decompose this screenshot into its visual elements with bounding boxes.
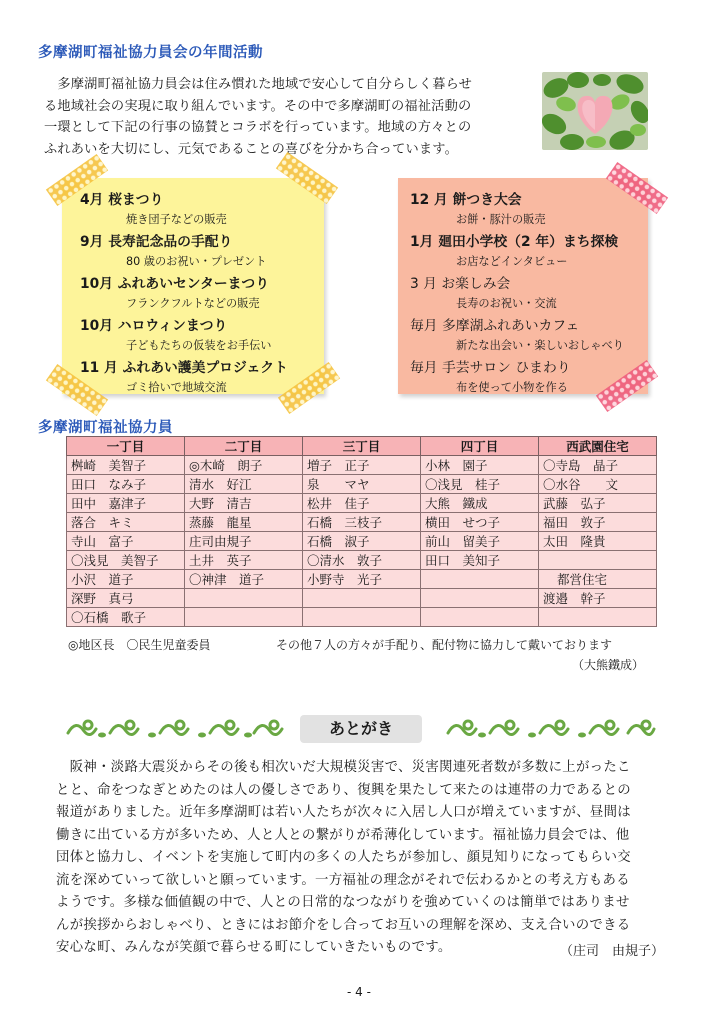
event-title: 毎月 手芸サロン ひまわり — [410, 360, 571, 376]
table-cell: 小沢 道子 — [67, 570, 185, 589]
afterword-line: 団体と協力し、イベントを実施して町内の多くの人たちが参加し、顔見知りになってもらい交 — [56, 850, 632, 865]
members-table — [66, 436, 657, 627]
afterword-line: ようです。多様な価値観の中で、人との日常的なつながりを強めていくのは簡単ではありませ — [56, 895, 630, 910]
afterword-line: 阪神・淡路大震災からその後も相次いだ大規模災害で、災害関連死者数が多数に上がったこ — [56, 760, 631, 775]
afterword-line: んが挨拶からおしゃべり、ときにはお節介をし合ってお互いの理解を深め、支え合いのできる — [56, 917, 631, 933]
intro-line: 一環として下記の行事の協賛とコラボを行っています。地域の方々との — [44, 120, 472, 135]
table-cell: 石橋 三枝子 — [303, 513, 421, 532]
column-header: 西武園住宅 — [539, 437, 657, 456]
table-cell — [539, 551, 657, 570]
table-cell: 大熊 鐵成 — [421, 494, 539, 513]
table-cell: 深野 真弓 — [67, 589, 185, 608]
table-cell — [303, 589, 421, 608]
table-cell: 庄司由規子 — [185, 532, 303, 551]
event-title: 9月 長寿記念品の手配り — [80, 234, 233, 250]
table-cell: 〇神津 道子 — [185, 570, 303, 589]
afterword-title: あとがき — [300, 715, 422, 743]
event-item — [410, 314, 624, 353]
event-title: 毎月 多摩湖ふれあいカフェ — [410, 318, 580, 334]
event-item — [80, 356, 288, 395]
table-row — [67, 570, 657, 589]
legend: ◎地区長 〇民生児童委員 — [68, 638, 211, 652]
event-detail: 長寿のお祝い・交流 — [456, 297, 557, 310]
table-cell — [303, 608, 421, 627]
table-cell: ◎木崎 朗子 — [185, 456, 303, 475]
event-item — [410, 272, 557, 311]
event-item — [410, 356, 571, 395]
event-item — [80, 272, 269, 311]
table-cell: 武藤 弘子 — [539, 494, 657, 513]
afterword-line: とと、命をつなぎとめたのは人の優しさであり、復興を果たして来たのは連帯の力であるとの — [56, 782, 632, 798]
event-detail: 焼き団子などの販売 — [126, 213, 227, 226]
afterword-author: （庄司 由規子） — [560, 944, 665, 959]
event-title: 10月 ハロウィンまつり — [80, 318, 228, 334]
table-row — [67, 532, 657, 551]
table-cell — [421, 608, 539, 627]
column-header: 一丁目 — [67, 437, 185, 456]
column-header: 二丁目 — [185, 437, 303, 456]
table-cell: 田口 美知子 — [421, 551, 539, 570]
table-cell — [185, 589, 303, 608]
table-cell: 〇寺島 晶子 — [539, 456, 657, 475]
table-cell: 〇清水 敦子 — [303, 551, 421, 570]
event-detail: 80 歳のお祝い・プレゼント — [126, 255, 267, 268]
page-title: 多摩湖町福祉協力員会の年間活動 — [38, 45, 263, 61]
table-cell: 小林 園子 — [421, 456, 539, 475]
event-item — [410, 188, 546, 227]
event-title: 10月 ふれあいセンターまつり — [80, 276, 270, 292]
events-card-left — [62, 178, 324, 394]
table-cell: 福田 敦子 — [539, 513, 657, 532]
table-cell: 田口 なみ子 — [67, 475, 185, 494]
table-cell: 清水 好江 — [185, 475, 303, 494]
events-card-right — [398, 178, 648, 394]
table-row — [67, 494, 657, 513]
vine-ornament-icon — [64, 713, 288, 747]
heart-leaves-photo — [542, 72, 648, 150]
note-author: （大熊鐵成） — [572, 658, 645, 672]
table-cell: 石橋 淑子 — [303, 532, 421, 551]
intro-line: 多摩湖町福祉協力員会は住み慣れた地域で安心して自分らしく暮らせ — [44, 77, 473, 92]
afterword-body — [56, 757, 676, 960]
table-cell: 横田 せつ子 — [421, 513, 539, 532]
table-row — [67, 608, 657, 627]
table-cell: 太田 隆貴 — [539, 532, 657, 551]
table-cell — [539, 608, 657, 627]
table-cell: 渡邉 幹子 — [539, 589, 657, 608]
event-detail: 新たな出会い・楽しいおしゃべり — [456, 339, 624, 352]
event-detail: お店などインタビュー — [456, 255, 568, 268]
event-item — [80, 230, 266, 269]
support-note: その他７人の方々が手配り、配付物に協力して戴いております — [276, 638, 613, 652]
table-cell: 寺山 富子 — [67, 532, 185, 551]
afterword-line: 報道がありました。近年多摩湖町は若い人たちが次々に入居し人口が増えていますが、昼間は — [56, 805, 632, 820]
table-cell: 都営住宅 — [539, 570, 657, 589]
event-title: 3 月 お楽しみ会 — [410, 276, 511, 292]
event-title: 1月 廻田小学校（2 年）まち探検 — [410, 234, 619, 250]
intro-paragraph — [44, 74, 534, 160]
table-cell: 松井 佳子 — [303, 494, 421, 513]
table-row — [67, 456, 657, 475]
vine-ornament-icon — [444, 713, 658, 747]
event-item — [80, 314, 271, 353]
event-item — [80, 188, 227, 227]
table-cell: 増子 正子 — [303, 456, 421, 475]
members-title: 多摩湖町福祉協力員 — [38, 420, 173, 436]
afterword-line: 働きに出ている方が多いため、人と人との繋がりが希薄化しています。福祉協力員会では、他 — [56, 827, 630, 843]
table-cell: 〇水谷 文 — [539, 475, 657, 494]
table-cell: 田中 嘉津子 — [67, 494, 185, 513]
table-row — [67, 589, 657, 608]
event-title: 4月 桜まつり — [80, 192, 164, 208]
table-cell: 〇浅見 桂子 — [421, 475, 539, 494]
table-header-row — [67, 437, 657, 456]
intro-line: ふれあいを大切にし、元気であることの喜びを分かち合っています。 — [44, 141, 458, 157]
event-detail: お餅・豚汁の販売 — [456, 213, 546, 226]
afterword-line: 安心な町、みんなが笑顔で暮らせる町にしていきたいものです。 — [56, 940, 452, 955]
event-title: 12 月 餅つき大会 — [410, 192, 522, 208]
table-cell: 〇浅見 美智子 — [67, 551, 185, 570]
table-cell: 落合 キミ — [67, 513, 185, 532]
event-detail: 布を使って小物を作る — [456, 381, 568, 394]
table-cell: 〇石橋 歌子 — [67, 608, 185, 627]
event-detail: ゴミ拾いで地域交流 — [126, 381, 227, 394]
page-number: - 4 - — [347, 985, 371, 999]
intro-line: る地域社会の実現に取り組んでいます。その中で多摩湖町の福祉活動の — [44, 98, 472, 114]
table-cell: 小野寺 光子 — [303, 570, 421, 589]
table-cell: 土井 英子 — [185, 551, 303, 570]
event-detail: 子どもたちの仮装をお手伝い — [126, 339, 272, 352]
table-cell: 蒸藤 龍星 — [185, 513, 303, 532]
table-row — [67, 551, 657, 570]
table-row — [67, 475, 657, 494]
table-cell: 泉 マヤ — [303, 475, 421, 494]
column-header: 三丁目 — [303, 437, 421, 456]
event-title: 11 月 ふれあい護美プロジェクト — [80, 360, 288, 376]
table-cell — [185, 608, 303, 627]
table-cell: 大野 清吉 — [185, 494, 303, 513]
table-cell — [421, 570, 539, 589]
column-header: 四丁目 — [421, 437, 539, 456]
table-row — [67, 513, 657, 532]
afterword-line: 流を深めていって欲しいと願っています。一方福祉の理念がそれで伝わるかとの考え方もある — [56, 872, 630, 888]
event-detail: フランクフルトなどの販売 — [126, 297, 260, 310]
table-cell — [421, 589, 539, 608]
table-cell: 前山 留美子 — [421, 532, 539, 551]
event-item — [410, 230, 618, 269]
table-cell: 桝崎 美智子 — [67, 456, 185, 475]
